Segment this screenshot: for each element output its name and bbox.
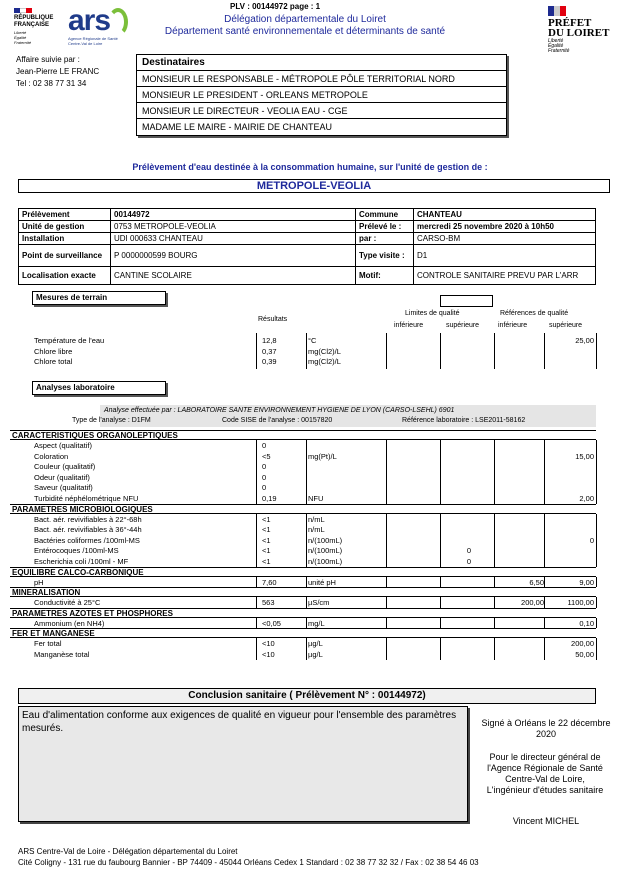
column-divider	[306, 638, 307, 659]
point-value: P 0000000599 BOURG	[111, 245, 356, 267]
column-divider	[494, 333, 495, 369]
department-title: Département santé environnementale et déterminants de santé	[164, 26, 446, 37]
preleve-label: Prélevé le :	[356, 221, 414, 233]
result-unit: mg(Cl2)/L	[308, 346, 341, 356]
result-name: Chlore total	[34, 357, 73, 366]
result-name: Bact. aér. revivifiables à 22°-68h	[34, 514, 142, 524]
recipients-box	[136, 54, 507, 136]
commune-label: Commune	[356, 209, 414, 221]
result-unit: mg(Pt)/L	[308, 451, 337, 461]
column-divider	[494, 618, 495, 629]
col-refs: Références de qualité	[500, 310, 569, 317]
result-name: Coloration	[34, 451, 69, 461]
signatory-line: l'Agence Régionale de Santé	[487, 763, 603, 773]
result-name: Conductivité à 25°C	[34, 598, 101, 608]
conclusion-text: Eau d'alimentation conforme aux exigences de qualité en vigueur pour l'ensemble des paramètres mesurés.	[18, 706, 468, 822]
section-header: PARAMETRES MICROBIOLOGIQUES	[10, 504, 596, 514]
recipient-line: MONSIEUR LE PRESIDENT - ORLEANS METROPOLE	[137, 87, 506, 103]
installation-label: Installation	[19, 233, 111, 245]
section-header: EQUILIBRE CALCO-CARBONIQUE	[10, 567, 596, 577]
column-divider	[596, 618, 597, 629]
visite-value: D1	[414, 245, 596, 267]
column-divider	[544, 333, 545, 369]
column-divider	[256, 440, 257, 504]
result-value: <1	[262, 557, 271, 566]
result-name: Ammonium (en NH4)	[34, 618, 105, 628]
republique-label-2: FRANÇAISE	[14, 22, 50, 28]
result-lim-sup: 0	[466, 557, 472, 566]
signatory-line: Centre-Val de Loire,	[505, 774, 585, 784]
result-name: Manganèse total	[34, 650, 90, 659]
column-divider	[256, 333, 257, 369]
point-label: Point de surveillance	[19, 245, 111, 267]
plv-reference: PLV : 00144972 page : 1	[230, 2, 321, 11]
commune-value: CHANTEAU	[414, 209, 596, 221]
result-unit: °C	[308, 336, 317, 345]
signatory-line: Pour le directeur général de	[489, 752, 601, 762]
terrain-title: Mesures de terrain	[32, 291, 166, 305]
recipient-line: MONSIEUR LE RESPONSABLE - MÉTROPOLE PÔLE TERRITORIAL NORD	[137, 71, 506, 87]
result-lim-sup: 0	[466, 546, 472, 556]
ars-logo	[68, 6, 130, 46]
column-divider	[494, 638, 495, 659]
result-unit: unité pH	[308, 577, 336, 587]
signatory-line: L'ingénieur d'études sanitaire	[486, 785, 604, 795]
column-divider	[256, 638, 257, 659]
result-name: Aspect (qualitatif)	[34, 441, 92, 450]
column-divider	[494, 514, 495, 567]
result-name: Odeur (qualitatif)	[34, 472, 90, 482]
localisation-value: CANTINE SCOLAIRE	[111, 267, 356, 285]
unit-name: METROPOLE-VEOLIA	[18, 179, 610, 193]
column-divider	[494, 440, 495, 504]
visite-label: Type visite :	[356, 245, 414, 267]
result-ref-sup: 1100,00	[567, 598, 594, 608]
prefet-motto-2: Égalité	[548, 43, 564, 49]
followed-by-label: Affaire suivie par :	[16, 55, 80, 64]
column-divider	[256, 597, 257, 608]
delegation-title: Délégation départementale du Loiret	[224, 14, 386, 25]
result-value: <1	[262, 514, 271, 524]
column-divider	[440, 618, 441, 629]
section-header: PARAMETRES AZOTES ET PHOSPHORES	[10, 608, 596, 618]
localisation-label: Localisation exacte	[19, 267, 111, 285]
column-divider	[596, 333, 597, 369]
section-header: FER ET MANGANESE	[10, 628, 596, 638]
footer	[18, 846, 479, 868]
installation-value: UDI 000633 CHANTEAU	[111, 233, 356, 245]
column-divider	[440, 638, 441, 659]
result-unit: µS/cm	[308, 598, 330, 608]
prefet-motto-3: Fraternité	[548, 48, 570, 54]
result-ref-inf: 6,50	[529, 577, 544, 587]
result-unit: µg/L	[308, 639, 323, 649]
result-ref-sup: 2,00	[579, 494, 594, 503]
result-unit: n/(100mL)	[308, 557, 343, 566]
result-unit: NFU	[308, 494, 324, 503]
column-divider	[494, 597, 495, 608]
result-ref-sup: 25,00	[575, 336, 594, 345]
column-divider	[256, 514, 257, 567]
column-divider	[256, 618, 257, 629]
result-unit: n/(100mL)	[308, 546, 343, 556]
followed-by-block	[16, 54, 99, 90]
column-divider	[440, 514, 441, 567]
result-value: <1	[262, 546, 271, 556]
motto-1: Liberté	[14, 30, 27, 35]
result-value: <5	[262, 451, 271, 461]
column-divider	[306, 440, 307, 504]
result-value: 0,37	[262, 346, 277, 356]
signatory-name: Vincent MICHEL	[512, 816, 580, 824]
result-value: 0	[262, 472, 267, 482]
column-divider	[306, 577, 307, 588]
column-divider	[596, 638, 597, 659]
par-value: CARSO-BM	[414, 233, 596, 245]
result-value: 0,19	[262, 494, 277, 503]
column-divider	[596, 440, 597, 504]
result-value: 0	[262, 462, 267, 472]
result-name: Chlore libre	[34, 346, 73, 356]
result-ref-inf: 200,00	[521, 598, 544, 608]
result-ref-sup: 9,00	[579, 577, 594, 587]
result-unit: µg/L	[308, 650, 323, 659]
result-unit: mg/L	[308, 618, 325, 628]
ars-logo-text: ars	[68, 4, 111, 37]
result-value: 7,60	[262, 577, 277, 587]
motif-label: Motif:	[356, 267, 414, 285]
footer-line-1: ARS Centre-Val de Loire - Délégation départemental du Loiret	[18, 847, 238, 856]
unite-value: 0753 METROPOLE-VEOLIA	[111, 221, 356, 233]
prefet-label-2: DU LOIRET	[548, 27, 610, 39]
result-value: 563	[262, 598, 275, 608]
column-divider	[386, 440, 387, 504]
result-ref-sup: 0,10	[579, 618, 594, 628]
header-titles	[140, 14, 470, 38]
prelevement-value: 00144972	[111, 209, 356, 221]
column-divider	[596, 577, 597, 588]
lab-type: Type de l'analyse : D1FM	[72, 417, 151, 424]
column-divider	[544, 638, 545, 659]
result-value: 12,8	[262, 336, 277, 345]
result-value: 0	[262, 483, 267, 493]
column-divider	[386, 333, 387, 369]
col-ref-sup: supérieure	[549, 322, 583, 329]
column-divider	[386, 618, 387, 629]
followed-by-tel: Tel : 02 38 77 31 34	[16, 79, 87, 88]
result-value: 0,39	[262, 357, 277, 366]
signatory-block	[472, 752, 618, 796]
col-ref-inf: inférieure	[498, 322, 528, 329]
result-name: Fer total	[34, 639, 62, 649]
prelevement-label: Prélèvement	[19, 209, 111, 221]
result-name: Escherichia coli /100ml - MF	[34, 557, 129, 566]
lab-sise: Code SISE de l'analyse : 00157820	[222, 417, 333, 424]
sample-info-table	[18, 208, 596, 285]
column-divider	[306, 333, 307, 369]
lab-performed-by: Analyse effectuée par : LABORATOIRE SANTE ENVIRONNEMENT HYGIENE DE LYON (CARSO-LSEHL) 6901	[104, 407, 455, 414]
column-divider	[256, 577, 257, 588]
column-divider	[386, 577, 387, 588]
lab-title: Analyses laboratoire	[32, 381, 166, 395]
lab-ref: Référence laboratoire : LSE2011-58162	[402, 417, 526, 424]
column-divider	[386, 514, 387, 567]
result-value: <10	[262, 650, 275, 659]
conclusion-title: Conclusion sanitaire ( Prélèvement N° : 00144972)	[18, 688, 596, 704]
prefet-logo	[548, 6, 614, 54]
column-divider	[544, 440, 545, 504]
result-value: <10	[262, 639, 275, 649]
result-unit: n/mL	[308, 525, 325, 535]
preleve-value: mercredi 25 novembre 2020 à 10h50	[414, 221, 596, 233]
french-flag-icon	[14, 8, 32, 13]
result-name: pH	[34, 577, 44, 587]
column-divider	[440, 577, 441, 588]
result-name: Température de l'eau	[34, 336, 105, 345]
result-name: Bactéries coliformes /100ml-MS	[34, 535, 140, 545]
followed-by-name: Jean-Pierre LE FRANC	[16, 67, 100, 76]
result-value: <0,05	[262, 618, 281, 628]
blank-box	[440, 295, 493, 307]
republique-francaise-logo	[14, 8, 66, 45]
col-results: Résultats	[258, 316, 288, 323]
ars-swoosh-icon	[108, 8, 128, 36]
col-lim-sup: supérieure	[446, 322, 480, 329]
column-divider	[440, 333, 441, 369]
column-divider	[544, 597, 545, 608]
result-name: Bact. aér. revivifiables à 36°-44h	[34, 525, 142, 535]
result-ref-sup: 0	[589, 535, 594, 545]
unit-intro: Prélèvement d'eau destinée à la consommation humaine, sur l'unité de gestion de :	[132, 162, 488, 172]
column-divider	[386, 597, 387, 608]
prefet-motto-1: Liberté	[548, 38, 564, 44]
marianne-icon	[548, 6, 566, 16]
motif-value: CONTROLE SANITAIRE PREVU PAR L'ARR	[414, 267, 596, 285]
signed-at: Signé à Orléans le 22 décembre 2020	[481, 718, 611, 739]
footer-line-2: Cité Coligny - 131 rue du faubourg Bannier - BP 74409 - 45044 Orléans Cedex 1 Standard : 02 38 77 32 32 / Fax : 02 38 54 46 03	[18, 858, 479, 867]
column-divider	[306, 514, 307, 567]
column-divider	[440, 440, 441, 504]
result-value: <1	[262, 525, 271, 535]
result-name: Saveur (qualitatif)	[34, 483, 93, 493]
col-limits: Limites de qualité	[405, 310, 460, 317]
section-header: MINERALISATION	[10, 587, 596, 597]
recipients-title: Destinataires	[137, 55, 506, 71]
result-value: <1	[262, 535, 271, 545]
result-unit: n/(100mL)	[308, 535, 343, 545]
result-ref-sup: 200,00	[571, 639, 594, 649]
result-name: Couleur (qualitatif)	[34, 462, 96, 472]
recipient-line: MADAME LE MAIRE - MAIRIE DE CHANTEAU	[142, 122, 333, 132]
result-ref-sup: 50,00	[575, 650, 594, 659]
result-name: Turbidité néphélométrique NFU	[34, 494, 139, 503]
par-label: par :	[356, 233, 414, 245]
column-divider	[306, 618, 307, 629]
ars-sub-1: Agence Régionale de Santé	[68, 36, 118, 41]
recipient-line: MONSIEUR LE DIRECTEUR - VEOLIA EAU - CGE	[137, 103, 506, 119]
result-value: 0	[262, 441, 267, 450]
col-lim-inf: inférieure	[394, 322, 424, 329]
column-divider	[544, 514, 545, 567]
column-divider	[386, 638, 387, 659]
motto-2: Égalité	[14, 35, 27, 40]
column-divider	[494, 577, 495, 588]
column-divider	[596, 597, 597, 608]
prefet-label-1: PRÉFET	[548, 17, 592, 29]
section-header: CARACTERISTIQUES ORGANOLEPTIQUES	[10, 430, 596, 440]
ars-sub-2: Centre-Val de Loire	[68, 41, 103, 46]
result-unit: mg(Cl2)/L	[308, 357, 341, 366]
column-divider	[544, 577, 545, 588]
column-divider	[440, 597, 441, 608]
result-ref-sup: 15,00	[575, 451, 594, 461]
column-divider	[544, 618, 545, 629]
result-unit: n/mL	[308, 514, 325, 524]
column-divider	[306, 597, 307, 608]
republique-label-1: RÉPUBLIQUE	[14, 15, 54, 21]
column-divider	[596, 514, 597, 567]
unite-label: Unité de gestion	[19, 221, 111, 233]
result-name: Entérocoques /100ml-MS	[34, 546, 119, 556]
motto-3: Fraternité	[14, 40, 32, 45]
